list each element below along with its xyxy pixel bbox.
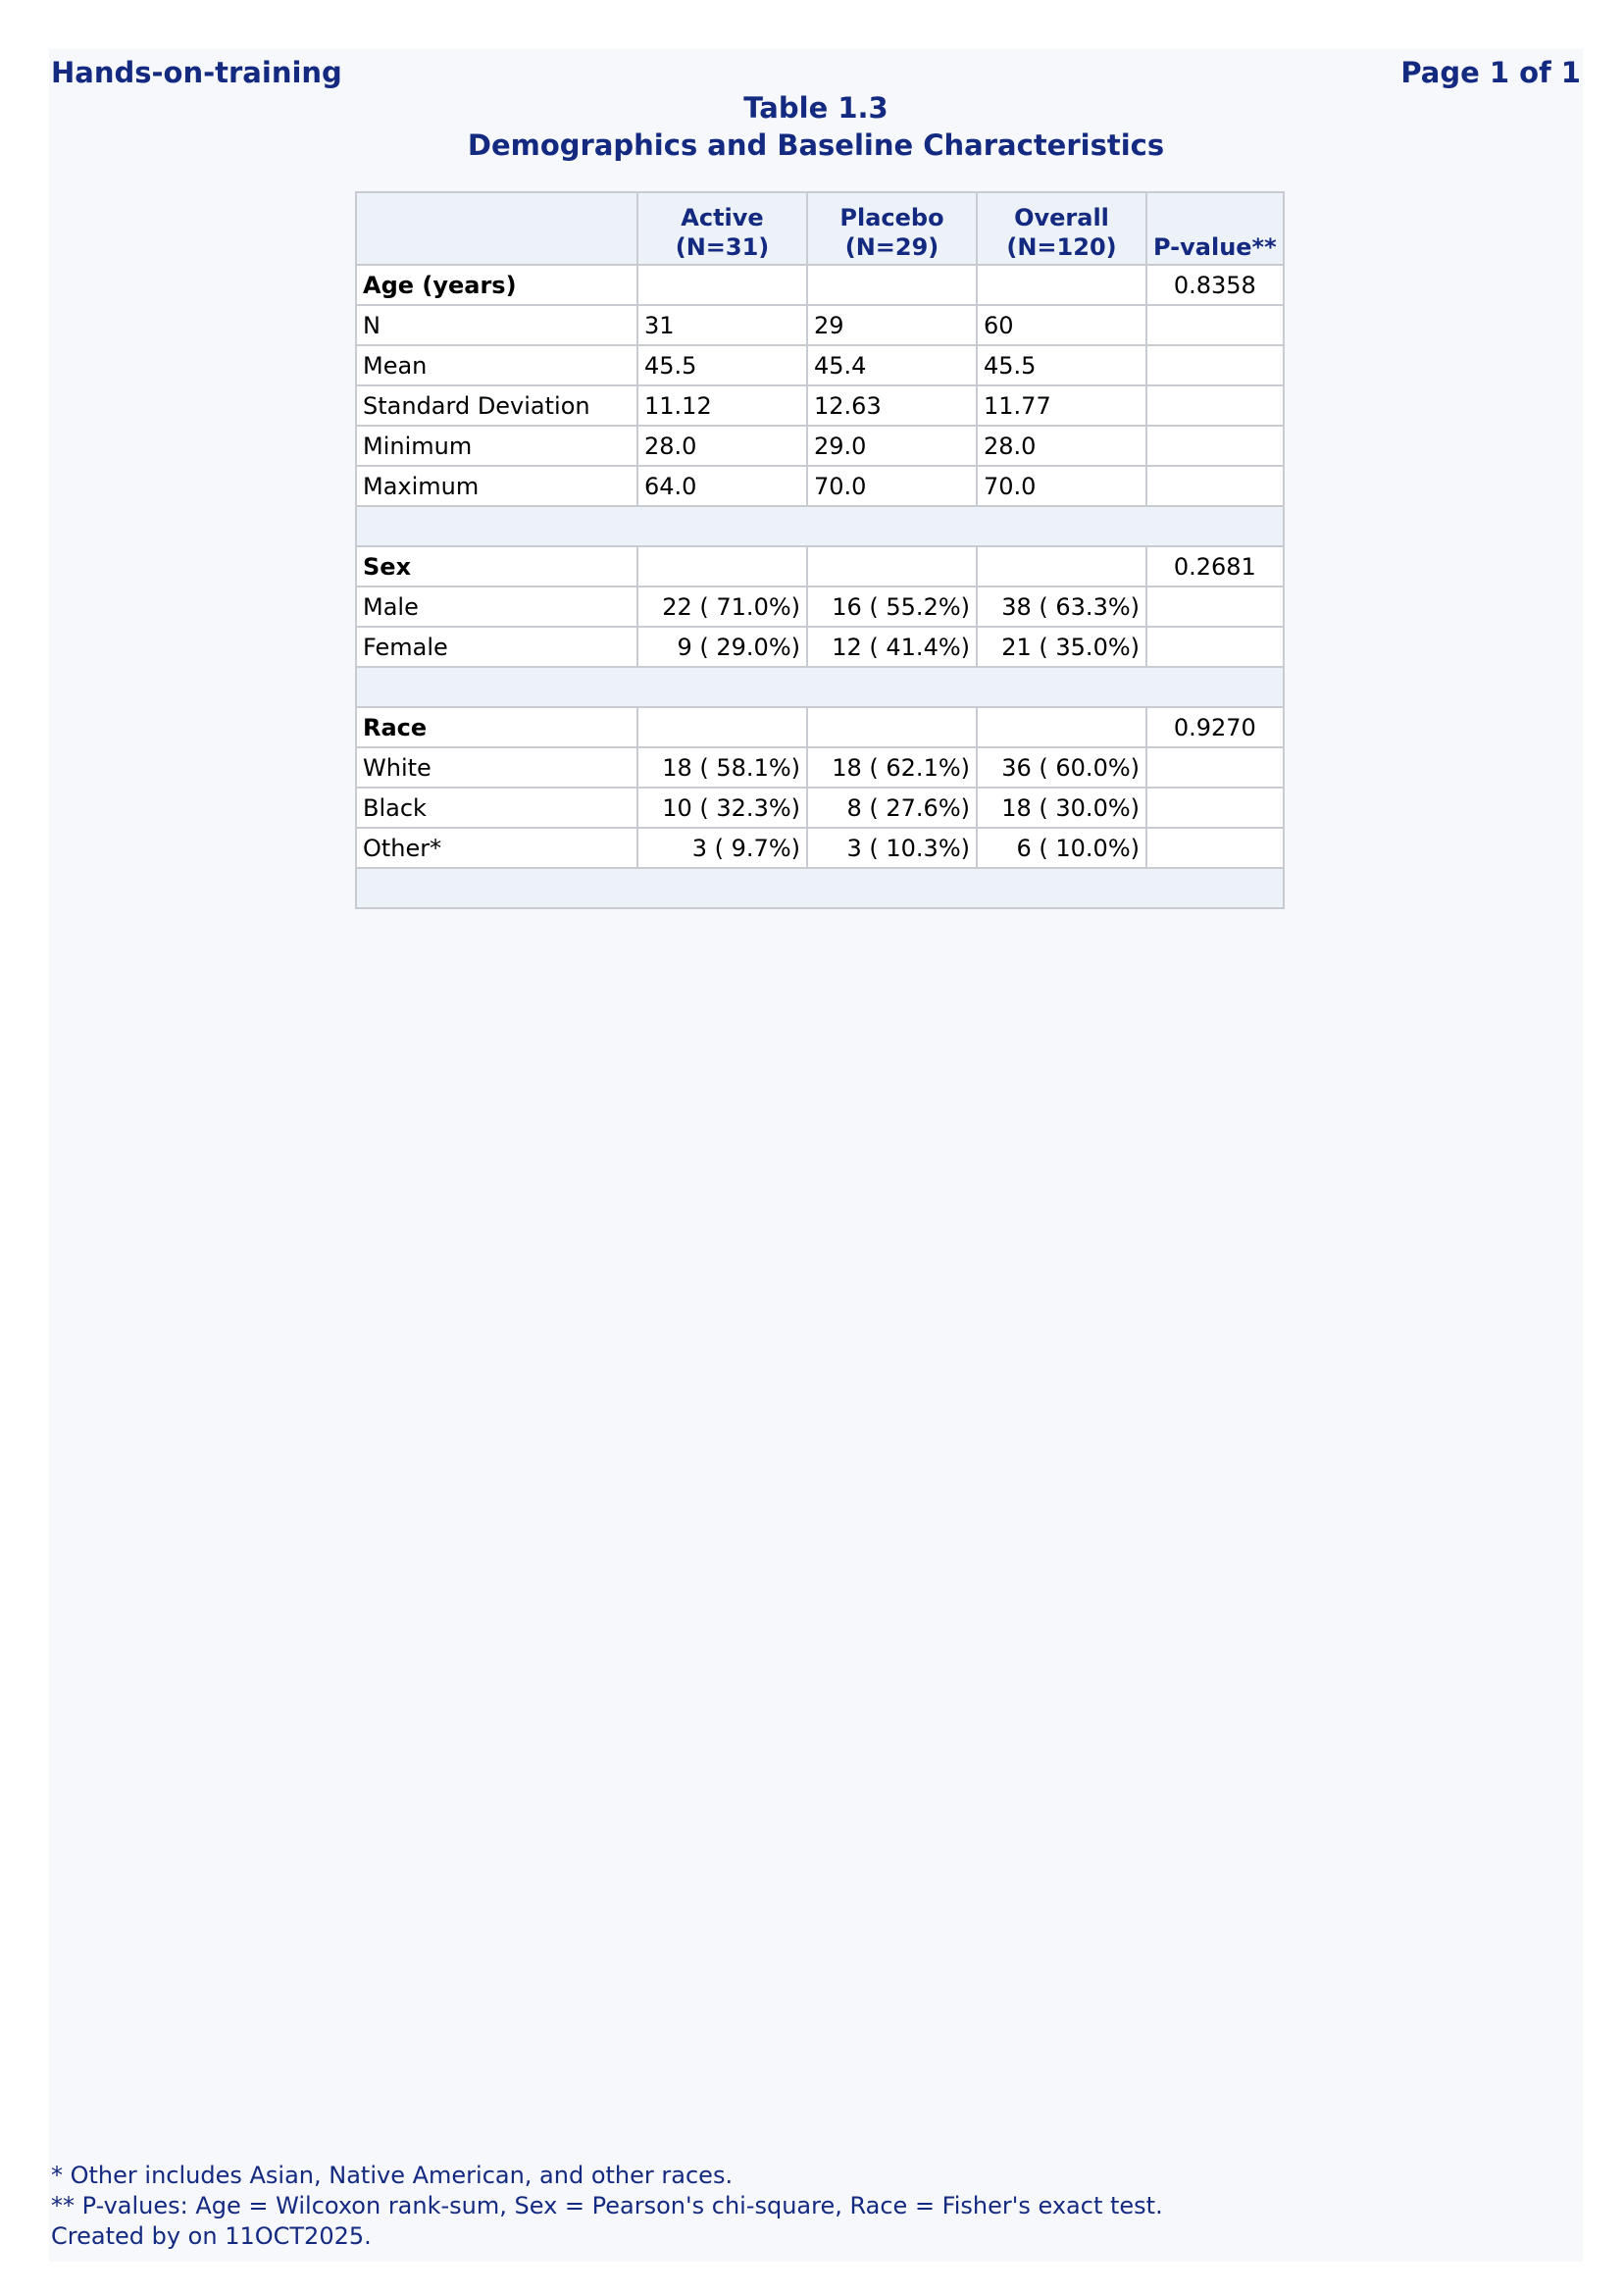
table-cell xyxy=(1146,788,1284,828)
spacer-row xyxy=(356,667,1284,707)
table-cell xyxy=(1146,385,1284,426)
placebo-value: 16 ( 55.2%) xyxy=(807,586,977,627)
group-row-race xyxy=(356,707,1284,747)
group-label: Age (years) xyxy=(356,265,637,305)
footnote-created-by: Created by on 11OCT2025. xyxy=(51,2222,372,2250)
table-cell xyxy=(637,546,807,586)
footnote-other-races: * Other includes Asian, Native American, and other races. xyxy=(51,2162,734,2189)
placebo-value: 70.0 xyxy=(807,466,977,506)
placebo-value: 8 ( 27.6%) xyxy=(807,788,977,828)
overall-value: 21 ( 35.0%) xyxy=(977,627,1146,667)
table-cell xyxy=(1146,466,1284,506)
header-overall-n: (N=120) xyxy=(1006,233,1117,261)
active-value: 28.0 xyxy=(637,426,807,466)
group-row-age xyxy=(356,265,1284,305)
table-cell xyxy=(1146,305,1284,345)
table-cell xyxy=(977,546,1146,586)
row-label: Female xyxy=(356,627,637,667)
row-label: Black xyxy=(356,788,637,828)
row-label: N xyxy=(356,305,637,345)
table-row xyxy=(356,627,1284,667)
placebo-value: 12 ( 41.4%) xyxy=(807,627,977,667)
table-cell xyxy=(1146,345,1284,385)
table-cell xyxy=(1146,586,1284,627)
active-value: 11.12 xyxy=(637,385,807,426)
header-active-name: Active xyxy=(681,204,764,231)
page-number: Page 1 of 1 xyxy=(1400,56,1581,89)
header-pvalue xyxy=(1146,192,1284,265)
row-label: Male xyxy=(356,586,637,627)
header-overall xyxy=(977,192,1146,265)
table-cell xyxy=(1146,828,1284,868)
row-label: White xyxy=(356,747,637,788)
active-value: 3 ( 9.7%) xyxy=(637,828,807,868)
spacer-row xyxy=(356,868,1284,908)
header-placebo-name: Placebo xyxy=(839,204,944,231)
row-label: Maximum xyxy=(356,466,637,506)
overall-value: 28.0 xyxy=(977,426,1146,466)
pvalue-cell: 0.8358 xyxy=(1146,265,1284,305)
placebo-value: 12.63 xyxy=(807,385,977,426)
overall-value: 70.0 xyxy=(977,466,1146,506)
placebo-value: 29 xyxy=(807,305,977,345)
overall-value: 36 ( 60.0%) xyxy=(977,747,1146,788)
header-placebo-n: (N=29) xyxy=(844,233,939,261)
group-label: Sex xyxy=(356,546,637,586)
demographics-table xyxy=(355,191,1285,909)
table-row xyxy=(356,586,1284,627)
placebo-value: 29.0 xyxy=(807,426,977,466)
pvalue-cell: 0.2681 xyxy=(1146,546,1284,586)
overall-value: 38 ( 63.3%) xyxy=(977,586,1146,627)
report-header-left: Hands-on-training xyxy=(51,56,342,89)
placebo-value: 3 ( 10.3%) xyxy=(807,828,977,868)
table-cell xyxy=(807,707,977,747)
group-row-sex xyxy=(356,546,1284,586)
overall-value: 11.77 xyxy=(977,385,1146,426)
table-title: Demographics and Baseline Characteristics xyxy=(467,128,1165,162)
table-row xyxy=(356,385,1284,426)
table-cell xyxy=(637,265,807,305)
header-pvalue-label: P-value** xyxy=(1153,233,1277,261)
table-cell xyxy=(1146,426,1284,466)
table-row xyxy=(356,747,1284,788)
placebo-value: 18 ( 62.1%) xyxy=(807,747,977,788)
placebo-value: 45.4 xyxy=(807,345,977,385)
active-value: 18 ( 58.1%) xyxy=(637,747,807,788)
table-cell xyxy=(977,707,1146,747)
header-active-n: (N=31) xyxy=(675,233,770,261)
report-page xyxy=(49,49,1583,2262)
active-value: 64.0 xyxy=(637,466,807,506)
row-label: Other* xyxy=(356,828,637,868)
row-label: Minimum xyxy=(356,426,637,466)
table-cell xyxy=(1146,747,1284,788)
table-row xyxy=(356,466,1284,506)
table-row xyxy=(356,345,1284,385)
table-cell xyxy=(807,265,977,305)
table-cell xyxy=(807,546,977,586)
spacer-cell xyxy=(356,868,1284,908)
table-cell xyxy=(637,707,807,747)
header-placebo xyxy=(807,192,977,265)
table-row xyxy=(356,828,1284,868)
table-header-row xyxy=(356,192,1284,265)
table-row xyxy=(356,788,1284,828)
overall-value: 18 ( 30.0%) xyxy=(977,788,1146,828)
row-label: Mean xyxy=(356,345,637,385)
header-overall-name: Overall xyxy=(1014,204,1109,231)
row-label: Standard Deviation xyxy=(356,385,637,426)
table-cell xyxy=(977,265,1146,305)
header-blank-cell xyxy=(356,192,637,265)
active-value: 31 xyxy=(637,305,807,345)
active-value: 45.5 xyxy=(637,345,807,385)
group-label: Race xyxy=(356,707,637,747)
spacer-cell xyxy=(356,506,1284,546)
pvalue-cell: 0.9270 xyxy=(1146,707,1284,747)
overall-value: 45.5 xyxy=(977,345,1146,385)
table-row xyxy=(356,426,1284,466)
table-number-title: Table 1.3 xyxy=(743,91,888,125)
table-row xyxy=(356,305,1284,345)
header-active xyxy=(637,192,807,265)
active-value: 9 ( 29.0%) xyxy=(637,627,807,667)
active-value: 10 ( 32.3%) xyxy=(637,788,807,828)
table-cell xyxy=(1146,627,1284,667)
spacer-cell xyxy=(356,667,1284,707)
active-value: 22 ( 71.0%) xyxy=(637,586,807,627)
overall-value: 60 xyxy=(977,305,1146,345)
footnote-pvalues: ** P-values: Age = Wilcoxon rank-sum, Sex = Pearson's chi-square, Race = Fisher's exact test. xyxy=(51,2192,1163,2219)
spacer-row xyxy=(356,506,1284,546)
overall-value: 6 ( 10.0%) xyxy=(977,828,1146,868)
